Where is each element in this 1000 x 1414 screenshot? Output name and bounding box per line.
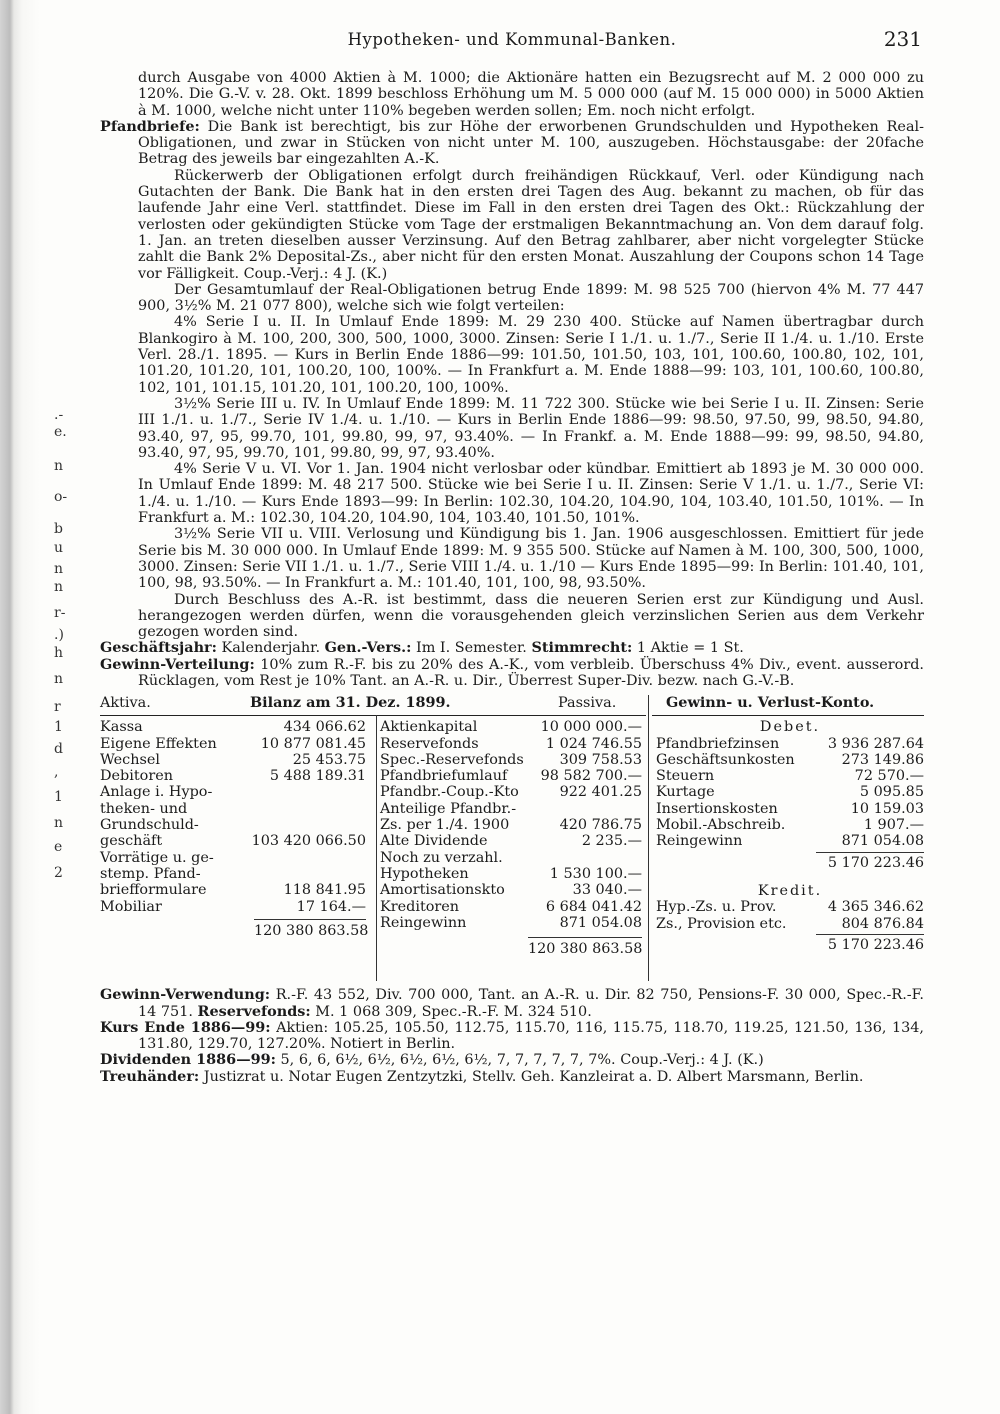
ledger-label: Kreditoren	[380, 898, 460, 915]
ledger-label: Zs. per 1./4. 1900	[380, 817, 510, 834]
ledger-label: Wechsel	[100, 751, 160, 768]
gv-konto-title: Gewinn- u. Verlust-Konto.	[666, 694, 875, 712]
margin-mark: h	[54, 645, 64, 661]
ledger-label: briefformulare	[100, 882, 207, 899]
ledger-value: 5 488 189.31	[269, 768, 366, 785]
ledger-row	[100, 850, 366, 866]
paragraph-pfandbriefe	[100, 119, 924, 168]
ledger-row	[100, 866, 366, 882]
margin-mark: n	[54, 458, 64, 474]
gen-vers-label: Gen.-Vers.:	[324, 639, 412, 657]
ledger-label: Hyp.-Zs. u. Prov.	[656, 899, 777, 916]
geschaeftsjahr-text: Kalenderjahr.	[216, 640, 325, 657]
paragraph-serie-1-2: 4% Serie I u. II. In Umlauf Ende 1899: M. 29 230 400. Stücke auf Namen übertragbar durch Blankogiro à M. 100, 200, 300, 500, 1000, 3000. Zinsen: Serie I 1./1. u. 1./7., Serie II 1./4. u. 1./10. Erste Verl. 28./1. 1895. — Kurs in Berlin Ende 1886—99: 101.50, 101.50, 103, 101, 100.60, 100.80, 102, 101, 101.20, 101.20, 101, 100.20, 100, 100%. — In Frankfurt a. M. Ende 1888—99: 103, 101, 100.60, 100.80, 102, 101, 101.15, 101.20, 101, 100.20, 100, 100%.	[138, 314, 924, 396]
ledger-row	[380, 784, 642, 800]
paragraph-gewinn-verteilung	[100, 657, 924, 690]
ledger-row	[100, 817, 366, 833]
ledger-row	[100, 719, 366, 735]
gewinn-verwendung-label: Gewinn-Verwendung:	[100, 986, 271, 1004]
debet-rows	[656, 736, 924, 850]
pfandbriefe-text: Die Bank ist berechtigt, bis zur Höhe der erworbenen Grundschulden und Hypotheken Real-Obligationen, und zwar in Stücken von nicht unter M. 100, auszugeben. Höchstausgabe: der 20fache Betrag des jeweils bar eingezahlten A.-K.	[138, 118, 924, 168]
ledger-value: 3 936 287.64	[827, 735, 924, 752]
ledger-value: 17 164.—	[296, 898, 366, 915]
kredit-sum-rule	[816, 934, 924, 935]
paragraph-dividenden	[100, 1052, 924, 1068]
ledger-label: Geschäftsunkosten	[656, 751, 795, 768]
ledger-value: 2 235.—	[581, 833, 642, 850]
ledger-value: 10 159.03	[850, 800, 924, 817]
ledger-label: Zs., Provision etc.	[656, 915, 787, 932]
ledger-row	[100, 882, 366, 898]
reservefonds-text: M. 1 068 309, Spec.-R.-F. M. 324 510.	[310, 1003, 592, 1020]
ledger-value: 103 420 066.50	[251, 833, 366, 850]
ledger-row	[100, 899, 366, 915]
ledger-row	[380, 736, 642, 752]
paragraph-gesamtumlauf: Der Gesamtumlauf der Real-Obligationen betrug Ende 1899: M. 98 525 700 (hiervon 4% M. 77 447 900, 3½% M. 21 077 800), welche sich wie folgt verteilen:	[138, 281, 924, 315]
ledger-row	[656, 768, 924, 784]
margin-mark: ,	[54, 764, 59, 780]
page-header	[100, 24, 924, 58]
margin-mark: o-	[54, 489, 68, 505]
ledger-label: Insertionskosten	[656, 800, 778, 817]
ledger-row	[380, 915, 642, 931]
gewinn-verwendung-text: R.-F. 43 552, Div. 700 000, Tant. an A.-R. u. Dir. 82 750, Pensions-F. 30 000, Spec.-R.-F. 14 751.	[138, 987, 924, 1020]
ledger-row	[380, 899, 642, 915]
kredit-label: Kredit.	[757, 882, 823, 899]
ledger-value: 922 401.25	[559, 784, 642, 801]
margin-mark: .-	[54, 407, 64, 423]
gv-column	[656, 719, 924, 953]
ledger-row	[100, 784, 366, 800]
paragraph-gewinn-verwendung	[100, 987, 924, 1020]
passiva-total: 120 380 863.58	[528, 941, 643, 958]
paragraph-beschluss: Durch Beschluss des A.-R. ist bestimmt, dass die neueren Serien erst zur Kündigung und Ausl. herangezogen werden dürfen, wenn die vorausgehenden gleich verzinslichen Serien aus dem Verkehr gezogen worden sind.	[138, 591, 924, 641]
page-number: 231	[883, 27, 922, 51]
ledger-label: Reingewinn	[380, 914, 467, 931]
ledger-label: Eigene Effekten	[100, 735, 217, 752]
aktiva-sum-rule	[254, 919, 366, 920]
balance-sheet	[100, 695, 924, 985]
ledger-value: 273 149.86	[841, 751, 924, 768]
ledger-label: Debitoren	[100, 768, 173, 785]
paragraph-rueckerwerb: Rückerwerb der Obligationen erfolgt durch freihändigen Rückkauf, Verl. oder Kündigung nach Gutachten der Bank. Die Bank hat in den ersten drei Tagen des Aug. bekannt zu machen, ob für das laufende Jahr eine Verl. stattfindet. Diese im Fall in den ersten drei Tagen des Okt.: Rückzahlung der verlosten oder gekündigten Stücke vom Tage der erstmaligen Bekanntmachung an. Von dem darauf folg. 1. Jan. an treten dieselben ausser Verzinsung. Auf den Betrag zahlbarer, aber nicht vorgelegter Stücke zahlt die Bank 2% Deposital-Zs., aber nicht für den ersten Monat. Auszahlung der Coupons schon 14 Tage vor Fälligkeit. Coup.-Verj.: 4 J. (K.)	[138, 167, 924, 282]
paragraph-serie-3-4: 3½% Serie III u. IV. In Umlauf Ende 1899: M. 11 722 300. Stücke wie bei Serie I u. II. Zinsen: Serie III 1./1. u. 1./7., Serie IV 1./4. u. 1./10. — Kurs in Berlin Ende 1886—99: 98.50, 97.50, 99, 98.50, 94.80, 93.40, 97, 95, 99.70, 101, 99.80, 99, 97, 93.40%. — In Frankf. a. M. Ende 1888—99: 99, 98.50, 94.80, 93.40, 97, 95, 99.70, 101, 99.80, 99, 97, 93.40%.	[138, 395, 924, 461]
treuhaender-text: Justizrat u. Notar Eugen Zentzytzki, Stellv. Geh. Kanzleirat a. D. Albert Marsmann, Berlin.	[199, 1068, 864, 1085]
ledger-row	[380, 752, 642, 768]
ledger-row	[656, 752, 924, 768]
pfandbriefe-label: Pfandbriefe:	[100, 117, 200, 135]
ledger-value: 5 095.85	[859, 784, 924, 801]
document-page	[100, 24, 924, 1085]
ledger-label: geschäft	[100, 833, 163, 850]
margin-mark: u	[54, 540, 64, 556]
ledger-row	[100, 736, 366, 752]
binding-edge	[0, 0, 66, 1414]
ledger-label: Reingewinn	[656, 833, 743, 850]
ledger-value: 4 365 346.62	[827, 899, 924, 916]
kredit-total-value: 5 170 223.46	[827, 936, 924, 953]
ledger-label: Reservefonds	[380, 735, 479, 752]
stimmrecht-label: Stimmrecht:	[531, 639, 633, 657]
ledger-label: Mobiliar	[100, 898, 162, 915]
ledger-label: Vorrätige u. ge-	[100, 849, 214, 866]
ledger-row	[656, 899, 924, 915]
ledger-label: Anlage i. Hypo-	[100, 784, 213, 801]
kredit-rows	[656, 899, 924, 932]
ledger-row	[380, 866, 642, 882]
margin-mark: e.	[54, 424, 67, 440]
ledger-row	[100, 768, 366, 784]
ledger-value: 309 758.53	[559, 751, 642, 768]
debet-total	[656, 855, 924, 871]
bilanz-divider	[376, 715, 377, 981]
margin-mark: 1	[54, 719, 63, 735]
ledger-value: 434 066.62	[283, 719, 366, 736]
aktiva-total: 120 380 863.58	[254, 923, 369, 940]
ledger-value: 118 841.95	[283, 882, 366, 899]
ledger-value: 98 582 700.—	[540, 768, 642, 785]
ledger-label: Aktienkapital	[380, 719, 478, 736]
margin-mark: 1	[54, 789, 63, 805]
debet-total-value: 5 170 223.46	[827, 854, 924, 871]
dividenden-label: Dividenden 1886—99:	[100, 1051, 276, 1069]
bilanz-rule	[100, 715, 646, 716]
ledger-row	[656, 833, 924, 849]
ledger-row	[656, 916, 924, 932]
stimmrecht-text: 1 Aktie = 1 St.	[632, 640, 744, 657]
aktiva-label: Aktiva.	[100, 695, 151, 712]
gewinn-verteilung-text: 10% zum R.-F. bis zu 20% des A.-K., vom verbleib. Überschuss 4% Div., event. ausserord. Rücklagen, vom Rest je 10% Tant. an A.-R. u. Dir., Überrest Super-Div. bezw. nach G.-V.-B.	[138, 656, 924, 689]
ledger-label: Hypotheken	[380, 865, 469, 882]
margin-mark: r-	[54, 605, 66, 621]
ledger-row	[100, 833, 366, 849]
gv-rule	[652, 715, 924, 716]
ledger-row	[380, 850, 642, 866]
paragraph-geschaeftsjahr	[100, 640, 924, 656]
footer-text	[100, 987, 924, 1085]
ledger-value: 33 040.—	[572, 882, 642, 899]
margin-mark: n	[54, 561, 64, 577]
ledger-label: Kassa	[100, 719, 143, 736]
ledger-label: Pfandbriefzinsen	[656, 735, 780, 752]
margin-mark: e	[54, 839, 63, 855]
ledger-row	[380, 801, 642, 817]
debet-label: Debet.	[759, 719, 821, 736]
ledger-value: 10 000 000.—	[540, 719, 642, 736]
ledger-label: Pfandbriefumlauf	[380, 768, 508, 785]
bilanz-title: Bilanz am 31. Dez. 1899.	[250, 694, 451, 712]
ledger-label: theken- und	[100, 800, 188, 817]
ledger-row	[380, 833, 642, 849]
kurs-label: Kurs Ende 1886—99:	[100, 1018, 271, 1036]
geschaeftsjahr-label: Geschäftsjahr:	[100, 639, 217, 657]
margin-mark: r	[54, 699, 61, 715]
gewinn-verteilung-label: Gewinn-Verteilung:	[100, 655, 255, 673]
passiva-label: Passiva.	[558, 695, 617, 712]
paragraph-kurs	[100, 1020, 924, 1053]
ledger-row	[380, 719, 642, 735]
ledger-row	[656, 817, 924, 833]
ledger-row	[380, 817, 642, 833]
gv-divider	[648, 695, 649, 981]
margin-mark: n	[54, 579, 64, 595]
ledger-value: 25 453.75	[292, 751, 366, 768]
margin-mark: 2	[54, 865, 63, 881]
ledger-row	[100, 801, 366, 817]
ledger-value: 10 877 081.45	[260, 735, 366, 752]
ledger-row	[100, 752, 366, 768]
ledger-label: Kurtage	[656, 784, 715, 801]
margin-mark: d	[54, 741, 63, 757]
running-title: Hypotheken- und Kommunal-Banken.	[347, 30, 677, 49]
ledger-value: 871 054.08	[841, 833, 924, 850]
margin-mark: b	[54, 521, 63, 537]
ledger-row	[656, 801, 924, 817]
ledger-label: Pfandbr.-Coup.-Kto	[380, 784, 519, 801]
ledger-row	[380, 882, 642, 898]
gen-vers-text: Im I. Semester.	[411, 640, 532, 657]
kurs-text: Aktien: 105.25, 105.50, 112.75, 115.70, 116, 115.75, 118.70, 119.25, 121.50, 136, 134, 131.80, 129.70, 127.20%. Notiert in Berlin.	[138, 1019, 924, 1053]
paragraph-serie-5-6: 4% Serie V u. VI. Vor 1. Jan. 1904 nicht verlosbar oder kündbar. Emittiert ab 1893 je M. 30 000 000. In Umlauf Ende 1899: M. 48 217 500. Stücke wie bei Serie I u. II. Zinsen: Serie V 1./1. u. 1./7., Serie VI: 1./4. u. 1./10. — Kurs Ende 1893—99: In Berlin: 102.30, 104.20, 104.90, 104, 103.40, 101.50, 101%. — In Frankfurt a. M.: 102.30, 104.20, 104.90, 104, 103.40, 101.50, 101%.	[138, 461, 924, 527]
margin-mark: n	[54, 671, 64, 687]
ledger-value: 1 024 746.55	[545, 735, 642, 752]
ledger-row	[380, 768, 642, 784]
ledger-value: 871 054.08	[559, 914, 642, 931]
aktiva-column	[100, 719, 366, 915]
ledger-label: Anteilige Pfandbr.-	[380, 800, 517, 817]
ledger-label: Alte Dividende	[380, 833, 488, 850]
ledger-label: Mobil.-Abschreib.	[656, 817, 786, 834]
ledger-value: 72 570.—	[854, 768, 924, 785]
reservefonds-label: Reservefonds:	[197, 1002, 311, 1020]
kredit-total	[656, 937, 924, 953]
ledger-label: Amortisationskto	[380, 882, 505, 899]
ledger-label: Grundschuld-	[100, 817, 199, 834]
paragraph-aktien: durch Ausgabe von 4000 Aktien à M. 1000; die Aktionäre hatten ein Bezugsrecht auf M. 2 000 000 zu 120%. Die G.-V. v. 28. Okt. 1899 beschloss Erhöhung um M. 5 000 000 (auf M. 15 000 000) in 5000 Aktien à M. 1000, welche nicht unter 110% begeben werden sollen; Em. noch nicht erfolgt.	[138, 70, 924, 119]
passiva-column	[380, 719, 642, 931]
ledger-value: 804 876.84	[841, 915, 924, 932]
ledger-value: 420 786.75	[559, 817, 642, 834]
ledger-row	[656, 736, 924, 752]
paragraph-serie-7-8: 3½% Serie VII u. VIII. Verlosung und Kündigung bis 1. Jan. 1906 ausgeschlossen. Emittiert für jede Serie bis M. 30 000 000. In Umlauf Ende 1899: M. 9 355 500. Stücke auf Namen à M. 100, 300, 500, 1000, 3000. Zinsen: Serie VII 1./1. u. 1./7., Serie VIII 1./4. u. 1./10 — Kurs Ende 1895—99: In Berlin: 101.40, 101, 100, 98, 93.50%. — In Frankfurt a. M.: 101.40, 101, 100, 98, 93.50%.	[138, 526, 924, 592]
ledger-label: Steuern	[656, 768, 715, 785]
margin-mark: n	[54, 815, 64, 831]
body-text	[100, 70, 924, 689]
ledger-row	[656, 784, 924, 800]
margin-mark: .)	[54, 627, 64, 643]
dividenden-text: 5, 6, 6, 6½, 6½, 6½, 6½, 6½, 7, 7, 7, 7, 7, 7%. Coup.-Verj.: 4 J. (K.)	[275, 1052, 764, 1069]
ledger-label: stemp. Pfand-	[100, 865, 201, 882]
ledger-label: Noch zu verzahl.	[380, 849, 503, 866]
treuhaender-label: Treuhänder:	[100, 1067, 200, 1085]
debet-sum-rule	[816, 852, 924, 853]
ledger-value: 6 684 041.42	[545, 898, 642, 915]
passiva-sum-rule	[528, 937, 642, 938]
ledger-label: Spec.-Reservefonds	[380, 751, 524, 768]
ledger-value: 1 530 100.—	[549, 865, 642, 882]
ledger-value: 1 907.—	[863, 817, 924, 834]
paragraph-treuhaender	[100, 1069, 924, 1085]
